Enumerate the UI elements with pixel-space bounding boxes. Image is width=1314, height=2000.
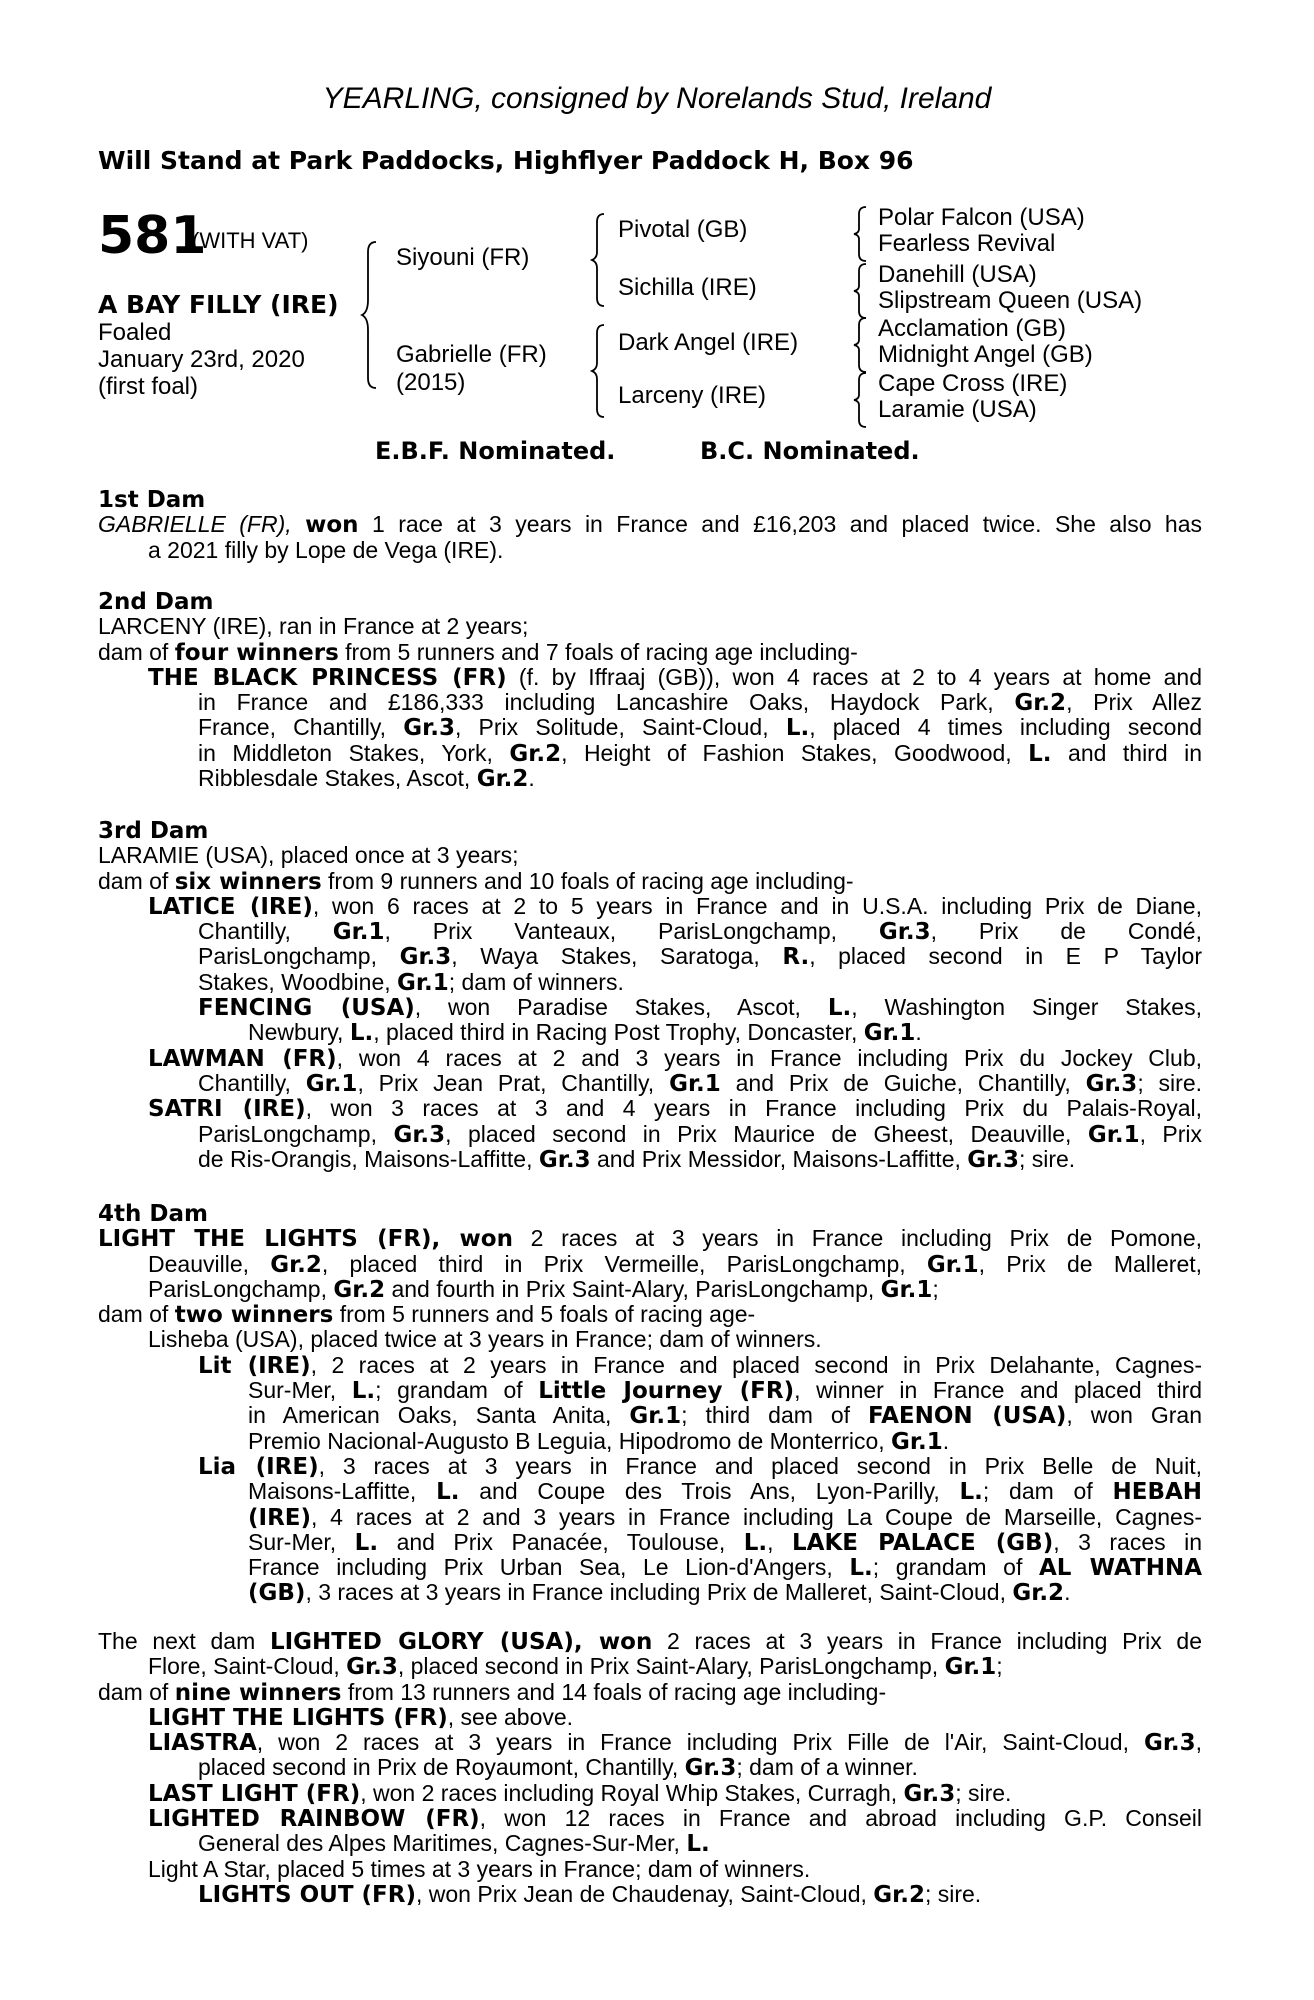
dam2-heading: 2nd Dam: [98, 589, 214, 615]
pedigree-brace-dam: [590, 323, 608, 419]
grade: Gr.3: [684, 1755, 737, 1782]
next-text-2c: ;: [996, 1653, 1003, 1680]
section-dam2: [98, 589, 1202, 791]
lia-text-5a: France including Prix Urban Sea, Le Lion-d'Angers,: [248, 1554, 833, 1581]
tbp-text-1: (f. by Iffraaj (GB)), won 4 races at 2 to 4 years at home and: [518, 663, 1203, 690]
foaled-label: Foaled: [98, 319, 172, 346]
dam1-text: 1 race at 3 years in France and £16,203 and placed twice. She also has: [372, 511, 1203, 538]
grade: Gr.3: [903, 1780, 956, 1807]
grade: Gr.1: [944, 1654, 997, 1681]
dam3-damof: dam of: [98, 867, 169, 894]
lit-text-3a: in American Oaks, Santa Anita,: [248, 1402, 612, 1429]
gg-7: Cape Cross (IRE): [878, 370, 1068, 397]
pedigree-brace-gg2: [852, 262, 870, 320]
progeny-lit: Lit (IRE): [198, 1352, 311, 1379]
dam2-runners: from 5 runners and 7 foals of racing age including-: [345, 638, 858, 665]
sire: Siyouni (FR): [396, 244, 530, 271]
lit-text-1: , 2 races at 2 years in France and placed second in Prix Delahante, Cagnes-: [310, 1351, 1202, 1378]
tbp-text-2: in France and £186,333 including Lancashire Oaks, Haydock Park,: [198, 689, 994, 716]
grade: Gr.3: [403, 715, 455, 742]
liastra-text-1b: ,: [1195, 1729, 1203, 1756]
lia-text-5b: ; grandam of: [872, 1554, 1023, 1581]
dam: Gabrielle (FR): [396, 341, 547, 368]
lawman-text-2c: and Prix de Guiche, Chantilly,: [735, 1069, 1071, 1096]
stand-location: Will Stand at Park Paddocks, Highflyer Paddock H, Box 96: [98, 146, 914, 175]
grade: Gr.1: [669, 1070, 721, 1097]
foal-note: (first foal): [98, 373, 199, 400]
grade: Gr.2: [509, 740, 562, 767]
next-text-2a: Flore, Saint-Cloud,: [148, 1653, 340, 1680]
sire-sire: Pivotal (GB): [618, 216, 748, 243]
lia-al-wathna: AL WATHNA: [1038, 1555, 1202, 1582]
ltl-text-2a: Deauville,: [148, 1250, 249, 1277]
progeny-light-the-lights: LIGHT THE LIGHTS (FR): [148, 1704, 448, 1731]
lit-text-2c: , winner in France and placed third: [794, 1377, 1203, 1404]
section-dam1: [98, 487, 1202, 563]
tbp-text-5a: Ribblesdale Stakes, Ascot,: [198, 765, 471, 792]
lia-text-3a: , 4 races at 2 and 3 years in France including La Coupe de Marseille, Cagnes-: [311, 1503, 1202, 1530]
progeny-last-light: LAST LIGHT (FR): [148, 1780, 361, 1807]
latice-text-3a: ParisLongchamp,: [198, 943, 377, 970]
restricted: R.: [782, 944, 810, 971]
latice-text-3b: , Waya Stakes, Saratoga,: [451, 943, 760, 970]
grade: Gr.3: [878, 919, 931, 946]
grade: Gr.3: [538, 1146, 591, 1173]
lot-number: 581: [98, 206, 207, 266]
progeny-liastra: LIASTRA: [148, 1730, 257, 1757]
lia-text-4d: , 3 races in: [1053, 1528, 1202, 1555]
tbp-text-2r: , Prix Allez: [1066, 689, 1202, 716]
lit-text-2a: Sur-Mer,: [248, 1377, 337, 1404]
page-title: YEARLING, consigned by Norelands Stud, Ireland: [322, 82, 992, 115]
fencing-text-2a: Newbury,: [248, 1019, 344, 1046]
lawman-text-2a: Chantilly,: [198, 1069, 291, 1096]
dam1-name: GABRIELLE (FR),: [98, 511, 292, 538]
grade: Gr.1: [891, 1428, 943, 1455]
lia-text-1: , 3 races at 3 years in France and placed second in Prix Belle de Nuit,: [318, 1452, 1202, 1479]
grade: Gr.1: [926, 1251, 979, 1278]
lights-out-text: , won Prix Jean de Chaudenay, Saint-Cloud,: [415, 1880, 867, 1907]
lr-text-2a: General des Alpes Maritimes, Cagnes-Sur-Mer,: [198, 1830, 680, 1857]
grade: Gr.1: [305, 1070, 358, 1097]
satri-text-3b: and Prix Messidor, Maisons-Laffitte,: [596, 1145, 961, 1172]
tbp-text-4b: , Height of Fashion Stakes, Goodwood,: [561, 739, 1012, 766]
lit-faenon: FAENON (USA): [868, 1403, 1067, 1430]
listed: L.: [743, 1529, 768, 1556]
dam3-line1: LARAMIE (USA), placed once at 3 years;: [98, 842, 519, 869]
grade: Gr.2: [333, 1276, 386, 1303]
dam1-text-2: a 2021 filly by Lope de Vega (IRE).: [148, 536, 504, 563]
satri-text-2b: , placed second in Prix Maurice de Gheest, Deauville,: [445, 1120, 1072, 1147]
pedigree-brace-sire: [590, 212, 608, 308]
grade: Gr.2: [873, 1881, 925, 1908]
lit-text-4a: Premio Nacional-Augusto B Leguia, Hipodromo de Monterrico,: [248, 1427, 885, 1454]
progeny-satri: SATRI (IRE): [148, 1096, 306, 1123]
lit-text-3b: ; third dam of: [681, 1402, 851, 1429]
progeny-lisheba: Lisheba (USA), placed twice at 3 years in France; dam of winners.: [148, 1326, 822, 1353]
satri-text-3a: de Ris-Orangis, Maisons-Laffitte,: [198, 1145, 533, 1172]
latice-text-3c: , placed second in E P Taylor: [809, 943, 1203, 970]
listed: L.: [959, 1479, 983, 1506]
gg-4: Slipstream Queen (USA): [878, 287, 1143, 314]
latice-text-2b: , Prix Vanteaux, ParisLongchamp,: [384, 918, 837, 945]
satri-text-1: , won 3 races at 3 and 4 years in France including Prix du Palais-Royal,: [305, 1095, 1203, 1122]
grade: Gr.2: [1014, 690, 1067, 717]
lia-text-4a: Sur-Mer,: [248, 1528, 337, 1555]
tbp-text-3c: , placed 4 times including second: [809, 714, 1203, 741]
listed: L.: [827, 995, 852, 1022]
next-dam-name: LIGHTED GLORY (USA): [269, 1629, 574, 1655]
gg-6: Midnight Angel (GB): [878, 341, 1093, 368]
latice-text-1: , won 6 races at 2 to 5 years in France and in U.S.A. including Prix de Diane,: [312, 892, 1202, 919]
lia-text-2c: ; dam of: [982, 1478, 1093, 1505]
tbp-text-3b: , Prix Solitude, Saint-Cloud,: [454, 714, 769, 741]
tbp-text-3a: France, Chantilly,: [198, 714, 387, 741]
lia-text-6a: , 3 races at 3 years in France including Prix de Malleret, Saint-Cloud,: [305, 1579, 1006, 1606]
dam2-damof: dam of: [98, 638, 169, 665]
next-text-2b: , placed second in Prix Saint-Alary, ParisLongchamp,: [397, 1653, 939, 1680]
lia-text-2b: and Coupe des Trois Ans, Lyon-Parilly,: [479, 1478, 940, 1505]
pedigree-brace-main: [360, 240, 380, 390]
progeny-lia: Lia (IRE): [198, 1453, 319, 1480]
grade: Gr.3: [346, 1654, 398, 1681]
lit-text-4b: .: [942, 1427, 950, 1454]
ltl-text-1: 2 races at 3 years in France including Prix de Pomone,: [530, 1225, 1203, 1252]
section-dam4: [98, 1201, 1202, 1606]
dam-year: (2015): [396, 369, 466, 396]
listed: L.: [1028, 740, 1052, 767]
progeny-the-black-princess: THE BLACK PRINCESS (FR): [148, 664, 507, 691]
ltl-text-2b: , placed third in Prix Vermeille, ParisLongchamp,: [321, 1250, 906, 1277]
satri-text-2a: ParisLongchamp,: [198, 1120, 377, 1147]
latice-text-4b: ; dam of winners.: [448, 968, 624, 995]
sire-dam: Sichilla (IRE): [618, 274, 757, 301]
dam1-won: won: [305, 512, 359, 539]
progeny-lights-out: LIGHTS OUT (FR): [198, 1881, 416, 1908]
progeny-lawman: LAWMAN (FR): [148, 1045, 337, 1072]
gg-5: Acclamation (GB): [878, 315, 1067, 342]
next-intro: The next dam: [98, 1628, 256, 1654]
lia-text-4c: ,: [767, 1528, 774, 1555]
fencing-text-1b: , Washington Singer Stakes,: [851, 994, 1202, 1021]
vat-label: (WITH VAT): [192, 228, 309, 253]
lia-hebah: HEBAH: [1112, 1479, 1203, 1506]
gg-1: Polar Falcon (USA): [878, 204, 1085, 231]
dam4-name: LIGHT THE LIGHTS (FR): [98, 1226, 432, 1253]
grade: Gr.2: [270, 1251, 322, 1278]
latice-text-4a: Stakes, Woodbine,: [198, 968, 391, 995]
listed: L.: [354, 1529, 379, 1556]
grade: Gr.3: [393, 1121, 446, 1148]
listed: L.: [686, 1831, 710, 1858]
lia-lake-palace: LAKE PALACE (GB): [792, 1529, 1054, 1556]
lawman-text-2b: , Prix Jean Prat, Chantilly,: [357, 1069, 655, 1096]
grade: Gr.3: [399, 944, 452, 971]
grade: Gr.1: [863, 1020, 916, 1047]
dam2-line1: LARCENY (IRE), ran in France at 2 years;: [98, 613, 529, 640]
grade: Gr.1: [629, 1403, 682, 1430]
ltl-text-3a: ParisLongchamp,: [148, 1275, 327, 1302]
grade: Gr.1: [1087, 1121, 1140, 1148]
ltl-text-3c: ;: [932, 1275, 939, 1302]
lia-hebah-suffix: (IRE): [248, 1504, 312, 1531]
dam2-winners: four winners: [174, 639, 339, 666]
last-light-text-b: ; sire.: [955, 1779, 1012, 1806]
grade: Gr.3: [1085, 1070, 1138, 1097]
liastra-text-2a: placed second in Prix de Royaumont, Chantilly,: [198, 1754, 679, 1781]
dam1-heading: 1st Dam: [98, 487, 206, 513]
next-winners: nine winners: [174, 1679, 342, 1706]
gg-3: Danehill (USA): [878, 261, 1037, 288]
dam3-winners: six winners: [174, 868, 322, 895]
section-next-dam: [98, 1629, 1202, 1907]
ltl-text-2c: , Prix de Malleret,: [978, 1250, 1203, 1277]
next-text-1: 2 races at 3 years in France including Prix de: [667, 1628, 1203, 1654]
satri-text-2c: , Prix: [1139, 1120, 1203, 1147]
next-won: , won: [573, 1629, 653, 1655]
dam4-heading: 4th Dam: [98, 1201, 208, 1227]
listed: L.: [785, 715, 810, 742]
grade: Gr.1: [332, 919, 385, 946]
lit-text-2b: ; grandam of: [375, 1377, 523, 1404]
lia-text-4b: and Prix Panacée, Toulouse,: [396, 1528, 726, 1555]
lia-text-6b: .: [1064, 1579, 1071, 1606]
bc-nomination: B.C. Nominated.: [700, 437, 920, 465]
listed: L.: [351, 1378, 376, 1405]
lia-al-wathna-suffix: (GB): [248, 1580, 306, 1607]
ltl-text-3b: and fourth in Prix Saint-Alary, ParisLongchamp,: [391, 1275, 875, 1302]
fencing-text-1a: , won Paradise Stakes, Ascot,: [414, 994, 801, 1021]
grade: Gr.2: [476, 766, 529, 793]
lot-name: A BAY FILLY (IRE): [98, 290, 339, 319]
grade: Gr.3: [1143, 1730, 1196, 1757]
dam4-won: , won: [431, 1226, 513, 1253]
dam4-winners: two winners: [174, 1302, 334, 1329]
progeny-latice: LATICE (IRE): [148, 893, 313, 920]
next-damof: dam of: [98, 1678, 169, 1705]
pedigree-brace-gg1: [852, 205, 870, 263]
pedigree-brace-gg4: [852, 371, 870, 429]
foaled-date: January 23rd, 2020: [98, 346, 305, 373]
liastra-text-1: , won 2 races at 3 years in France including Prix Fille de l'Air, Saint-Cloud,: [256, 1729, 1129, 1756]
listed: L.: [349, 1020, 374, 1047]
lawman-text-1: , won 4 races at 2 and 3 years in France including Prix du Jockey Club,: [336, 1044, 1202, 1071]
ebf-nomination: E.B.F. Nominated.: [375, 437, 616, 465]
dam-sire: Dark Angel (IRE): [618, 329, 799, 356]
lr-text-1: , won 12 races in France and abroad including G.P. Conseil: [479, 1805, 1202, 1832]
progeny-lighted-rainbow: LIGHTED RAINBOW (FR): [148, 1806, 480, 1833]
ltl-see-above: , see above.: [447, 1703, 574, 1730]
liastra-text-2b: ; dam of a winner.: [736, 1754, 918, 1781]
next-runners: from 13 runners and 14 foals of racing age including-: [347, 1678, 887, 1705]
progeny-fencing: FENCING (USA): [198, 995, 415, 1022]
lia-text-2a: Maisons-Laffitte,: [248, 1478, 417, 1505]
dam3-runners: from 9 runners and 10 foals of racing age including-: [328, 867, 854, 894]
section-dam3: [98, 818, 1202, 1172]
grade: Gr.1: [880, 1276, 933, 1303]
tbp-text-4a: in Middleton Stakes, York,: [198, 739, 493, 766]
lawman-text-2d: ; sire.: [1137, 1069, 1203, 1096]
dam4-runners: from 5 runners and 5 foals of racing age-: [339, 1301, 756, 1328]
progeny-light-a-star: Light A Star, placed 5 times at 3 years in France; dam of winners.: [148, 1855, 811, 1882]
latice-text-2c: , Prix de Condé,: [930, 918, 1202, 945]
dam-dam: Larceny (IRE): [618, 382, 767, 409]
dam3-heading: 3rd Dam: [98, 818, 209, 844]
grade: Gr.3: [967, 1146, 1019, 1173]
latice-text-2a: Chantilly,: [198, 918, 291, 945]
fencing-text-2b: , placed third in Racing Post Trophy, Doncaster,: [373, 1019, 858, 1046]
satri-text-3c: ; sire.: [1018, 1145, 1076, 1172]
lit-text-3c: , won Gran: [1066, 1402, 1203, 1429]
listed: L.: [436, 1479, 460, 1506]
grade: Gr.2: [1012, 1580, 1065, 1607]
fencing-text-2c: .: [915, 1019, 922, 1046]
pedigree-brace-gg3: [852, 316, 870, 374]
grade: Gr.1: [397, 969, 449, 996]
lit-little-journey: Little Journey (FR): [538, 1378, 795, 1405]
last-light-text: , won 2 races including Royal Whip Stakes, Curragh,: [360, 1779, 898, 1806]
dam4-damof: dam of: [98, 1301, 169, 1328]
gg-2: Fearless Revival: [878, 230, 1056, 257]
tbp-text-4c: and third in: [1068, 739, 1203, 766]
lights-out-text-b: ; sire.: [924, 1880, 982, 1907]
gg-8: Laramie (USA): [878, 396, 1037, 423]
tbp-text-5b: .: [528, 765, 535, 792]
listed: L.: [849, 1555, 873, 1582]
